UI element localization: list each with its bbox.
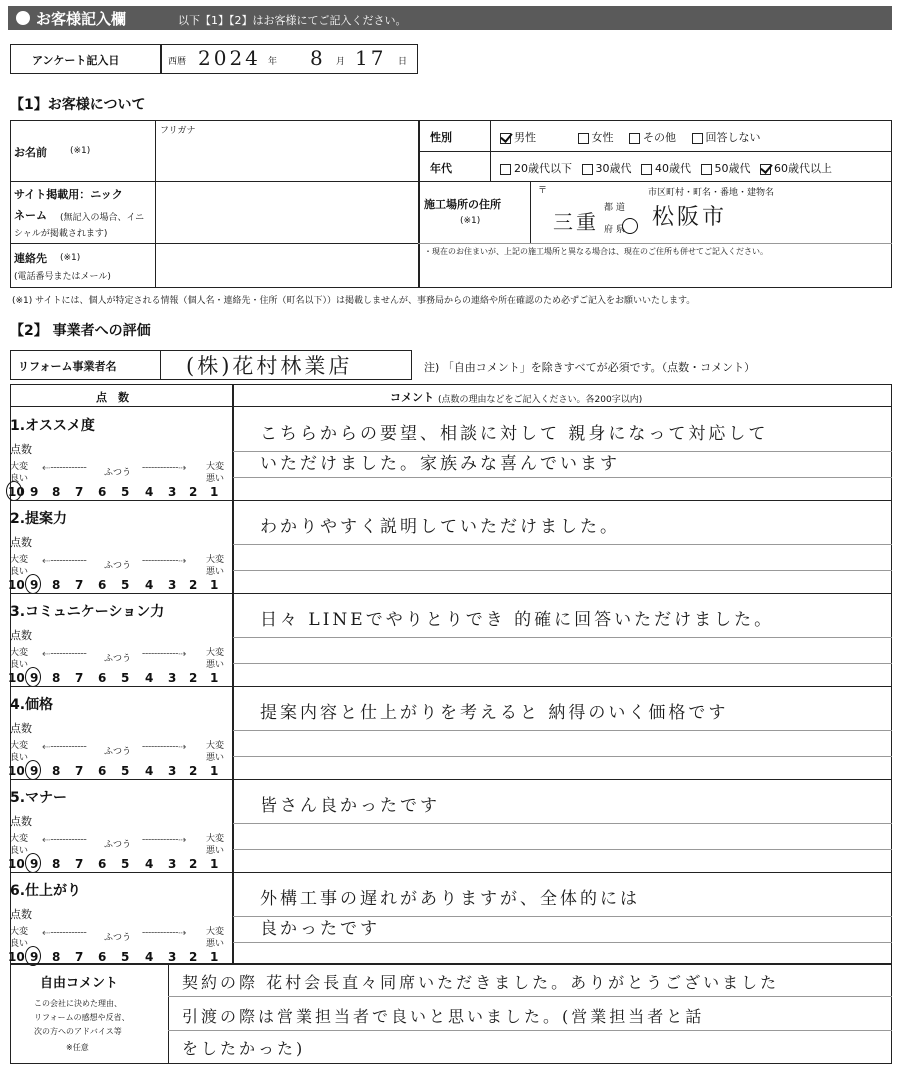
name-label: お名前 xyxy=(14,146,47,159)
comment-header: コメント xyxy=(390,391,434,404)
gender-label: 性別 xyxy=(430,131,452,144)
free-comment-optional: ※任意 xyxy=(66,1043,89,1052)
scale-bad-label: 悪い xyxy=(206,567,225,577)
address-label: 施工場所の住所 xyxy=(424,198,501,211)
scale-number[interactable]: 7 xyxy=(75,671,84,685)
scale-number[interactable]: 6 xyxy=(98,857,107,871)
scale-bad-top-label: 大変 xyxy=(206,834,225,844)
arrow-left-icon: ⇠╌╌╌╌╌╌ xyxy=(42,835,87,846)
scale-number[interactable]: 3 xyxy=(168,764,177,778)
scale-number[interactable]: 3 xyxy=(168,578,177,592)
comment-line-1: 日々 LINEでやりとりでき 的確に回答いただけました。 xyxy=(260,610,775,630)
scale-number[interactable]: 5 xyxy=(121,764,130,778)
company-label: リフォーム事業者名 xyxy=(18,360,117,373)
gender-other[interactable]: その他 xyxy=(629,131,676,144)
bullet-icon xyxy=(16,11,30,25)
age-label: 年代 xyxy=(430,162,452,175)
scale-fair-label: ふつう xyxy=(104,933,132,943)
comment-line-2: 良かったです xyxy=(260,919,380,939)
scale-number[interactable]: 1 xyxy=(210,671,219,685)
scale-bad-label: 悪い xyxy=(206,474,225,484)
era-label: 西暦 xyxy=(168,57,187,67)
scale-good-label: 良い xyxy=(10,939,29,949)
score-header: 点 数 xyxy=(96,391,129,404)
month-value: 8 xyxy=(310,46,326,70)
arrow-right-icon: ╌╌╌╌╌╌⇢ xyxy=(142,463,187,474)
scale-number[interactable]: 6 xyxy=(98,764,107,778)
pref-unit-top: 都 道 xyxy=(604,203,625,213)
scale-great-label: 大変 xyxy=(10,741,29,751)
scale-good-label: 良い xyxy=(10,846,29,856)
scale-number[interactable]: 10 xyxy=(8,671,25,685)
scale-number[interactable]: 4 xyxy=(145,671,154,685)
comment-line-1: こちらからの要望、相談に対して 親身になって対応して xyxy=(260,424,769,444)
scale-number[interactable]: 2 xyxy=(189,578,198,592)
checkbox-icon[interactable] xyxy=(582,164,593,175)
pref-unit-bottom: 府 県 xyxy=(604,225,625,235)
score-circle xyxy=(25,946,41,966)
comment-line-1: わかりやすく説明していただけました。 xyxy=(260,517,620,537)
scale-great-label: 大変 xyxy=(10,834,29,844)
free-comment-label: 自由コメント xyxy=(40,976,119,991)
scale-great-label: 大変 xyxy=(10,462,29,472)
comment-line-1: 提案内容と仕上がりを考えると 納得のいく価格です xyxy=(260,703,729,723)
gender-options xyxy=(500,129,761,145)
scale-number[interactable]: 3 xyxy=(168,950,177,964)
scale-bad-label: 悪い xyxy=(206,939,225,949)
header-note: 以下【1】【2】はお客様にてご記入ください。 xyxy=(178,14,407,27)
checkbox-checked-icon[interactable] xyxy=(500,133,511,144)
free-comment-line-2: 引渡の際は営業担当者で良いと思いました。(営業担当者と話 xyxy=(182,1007,705,1026)
scale-number[interactable]: 8 xyxy=(52,578,61,592)
survey-date-label: アンケート記入日 xyxy=(32,54,120,67)
scale-number[interactable]: 5 xyxy=(121,485,130,499)
arrow-right-icon: ╌╌╌╌╌╌⇢ xyxy=(142,835,187,846)
scale-number[interactable]: 1 xyxy=(210,578,219,592)
scale-number[interactable]: 6 xyxy=(98,485,107,499)
year-unit: 年 xyxy=(268,57,278,67)
scale-fair-label: ふつう xyxy=(104,747,132,757)
prefecture-value: 三重 xyxy=(553,210,599,234)
item-title: 4.価格 xyxy=(10,697,54,713)
postal-mark: 〒 xyxy=(538,186,548,196)
scale-bad-top-label: 大変 xyxy=(206,555,225,565)
age-60s[interactable]: 60歳代以上 xyxy=(760,162,832,175)
gender-female[interactable]: 女性 xyxy=(578,131,614,144)
scale-number[interactable]: 7 xyxy=(75,764,84,778)
nickname-note: (無記入の場合、イニ xyxy=(60,213,145,223)
scale-great-label: 大変 xyxy=(10,648,29,658)
month-unit: 月 xyxy=(336,57,346,67)
arrow-right-icon: ╌╌╌╌╌╌⇢ xyxy=(142,649,187,660)
comment-header-note: (点数の理由などをご記入ください。各200字以内) xyxy=(438,395,643,405)
required-note: 注) 「自由コメント」を除きすべてが必須です。（点数・コメント） xyxy=(424,361,756,374)
header-bar xyxy=(8,6,892,30)
age-40s[interactable]: 40歳代 xyxy=(641,162,691,175)
scale-good-label: 良い xyxy=(10,660,29,670)
item-title: 2.提案力 xyxy=(10,511,68,527)
scale-number[interactable]: 6 xyxy=(98,671,107,685)
scale-number[interactable]: 8 xyxy=(52,485,61,499)
scale-number[interactable]: 2 xyxy=(189,671,198,685)
scale-number[interactable]: 3 xyxy=(168,485,177,499)
name-note: (※1) xyxy=(70,146,91,156)
day-unit: 日 xyxy=(398,57,408,67)
score-circle xyxy=(6,481,22,501)
scale-number[interactable]: 6 xyxy=(98,950,107,964)
age-options xyxy=(500,160,832,176)
scale-number[interactable]: 5 xyxy=(121,950,130,964)
furigana-label: フリガナ xyxy=(160,126,196,136)
company-value: (株)花村林業店 xyxy=(186,354,353,378)
scale-number[interactable]: 9 xyxy=(30,578,39,592)
free-comment-desc-1: この会社に決めた理由、 xyxy=(34,999,122,1008)
scale-number[interactable]: 8 xyxy=(52,764,61,778)
ken-circle xyxy=(622,218,638,234)
address-note: (※1) xyxy=(460,216,481,226)
item-title: 6.仕上がり xyxy=(10,883,82,899)
scale-number[interactable]: 7 xyxy=(75,950,84,964)
arrow-left-icon: ⇠╌╌╌╌╌╌ xyxy=(42,556,87,567)
free-comment-line-1: 契約の際 花村会長直々同席いただきました。ありがとうございました xyxy=(182,973,780,992)
scale-number[interactable]: 9 xyxy=(30,950,39,964)
checkbox-checked-icon[interactable] xyxy=(760,164,771,175)
scale-great-label: 大変 xyxy=(10,927,29,937)
arrow-left-icon: ⇠╌╌╌╌╌╌ xyxy=(42,649,87,660)
scale-number[interactable]: 4 xyxy=(145,950,154,964)
score-circle xyxy=(25,574,41,594)
score-circle xyxy=(25,667,41,687)
scale-fair-label: ふつう xyxy=(104,654,132,664)
scale-bad-label: 悪い xyxy=(206,660,225,670)
scale-number[interactable]: 9 xyxy=(30,485,39,499)
scale-number[interactable]: 1 xyxy=(210,764,219,778)
scale-number[interactable]: 4 xyxy=(145,764,154,778)
free-comment-desc-2: リフォームの感想や反省、 xyxy=(34,1013,130,1022)
scale-number[interactable]: 1 xyxy=(210,950,219,964)
age-50s[interactable]: 50歳代 xyxy=(701,162,751,175)
scale-good-label: 良い xyxy=(10,753,29,763)
day-value: 17 xyxy=(355,46,387,70)
age-20s[interactable]: 20歳代以下 xyxy=(500,162,572,175)
city-header: 市区町村・町名・番地・建物名 xyxy=(648,188,775,198)
arrow-right-icon: ╌╌╌╌╌╌⇢ xyxy=(142,556,187,567)
scale-number[interactable]: 5 xyxy=(121,671,130,685)
scale-bad-top-label: 大変 xyxy=(206,648,225,658)
scale-bad-label: 悪い xyxy=(206,846,225,856)
age-30s[interactable]: 30歳代 xyxy=(582,162,632,175)
section1-title: 【1】お客様について xyxy=(10,97,146,113)
scale-number[interactable]: 4 xyxy=(145,485,154,499)
header-title: お客様記入欄 xyxy=(36,10,127,28)
footnote: (※1) サイトには、個人が特定される情報（個人名・連絡先・住所（町名以下））は掲載しませんが、事務局からの連絡や所在確認のため必ずご記入をお願いいたします。 xyxy=(12,296,696,306)
item-title: 1.オススメ度 xyxy=(10,418,95,434)
arrow-right-icon: ╌╌╌╌╌╌⇢ xyxy=(142,742,187,753)
score-circle xyxy=(25,760,41,780)
scale-number[interactable]: 6 xyxy=(98,578,107,592)
scale-number[interactable]: 9 xyxy=(30,671,39,685)
scale-number[interactable]: 7 xyxy=(75,857,84,871)
scale-number[interactable]: 5 xyxy=(121,857,130,871)
scale-bad-top-label: 大変 xyxy=(206,462,225,472)
arrow-right-icon: ╌╌╌╌╌╌⇢ xyxy=(142,928,187,939)
scale-number[interactable]: 10 xyxy=(8,578,25,592)
comment-line-1: 外構工事の遅れがありますが、全体的には xyxy=(260,889,640,909)
checkbox-icon[interactable] xyxy=(692,133,703,144)
scale-number[interactable]: 2 xyxy=(189,764,198,778)
scale-fair-label: ふつう xyxy=(104,468,132,478)
scale-score-label: 点数 xyxy=(10,908,32,921)
scale-score-label: 点数 xyxy=(10,629,32,642)
scale-number[interactable]: 9 xyxy=(30,764,39,778)
arrow-left-icon: ⇠╌╌╌╌╌╌ xyxy=(42,463,87,474)
contact-label: 連絡先 xyxy=(14,252,47,265)
scale-number[interactable]: 4 xyxy=(145,578,154,592)
scale-number[interactable]: 5 xyxy=(121,578,130,592)
scale-number[interactable]: 10 xyxy=(8,857,25,871)
free-comment-desc-3: 次の方へのアドバイス等 xyxy=(34,1027,122,1036)
item-title: 5.マナー xyxy=(10,790,68,806)
comment-line-1: 皆さん良かったです xyxy=(260,796,440,816)
scale-score-label: 点数 xyxy=(10,722,32,735)
year-value: 2024 xyxy=(198,46,261,70)
scale-number[interactable]: 8 xyxy=(52,671,61,685)
item-title: 3.コミュニケーション力 xyxy=(10,604,165,620)
scale-number[interactable]: 8 xyxy=(52,950,61,964)
scale-number[interactable]: 1 xyxy=(210,857,219,871)
scale-score-label: 点数 xyxy=(10,536,32,549)
scale-number[interactable]: 3 xyxy=(168,857,177,871)
gender-male[interactable]: 男性 xyxy=(500,131,536,144)
scale-good-label: 良い xyxy=(10,474,29,484)
arrow-left-icon: ⇠╌╌╌╌╌╌ xyxy=(42,928,87,939)
nickname-label: サイト掲載用：ニック xyxy=(14,188,123,201)
checkbox-icon[interactable] xyxy=(578,133,589,144)
scale-number[interactable]: 1 xyxy=(210,485,219,499)
score-circle xyxy=(25,853,41,873)
scale-great-label: 大変 xyxy=(10,555,29,565)
scale-bad-top-label: 大変 xyxy=(206,741,225,751)
comment-line-2: いただけました。家族みな喜んでいます xyxy=(260,454,620,474)
scale-good-label: 良い xyxy=(10,567,29,577)
free-comment-line-3: をしたかった) xyxy=(182,1039,306,1058)
contact-note: (※1) xyxy=(60,253,81,263)
address-footnote: ・現在のお住まいが、上記の施工場所と異なる場合は、現在のご住所も併せてご記入ください。 xyxy=(424,247,768,256)
scale-number[interactable]: 4 xyxy=(145,857,154,871)
scale-number[interactable]: 7 xyxy=(75,578,84,592)
scale-number[interactable]: 10 xyxy=(8,764,25,778)
scale-number[interactable]: 2 xyxy=(189,950,198,964)
scale-number[interactable]: 2 xyxy=(189,857,198,871)
scale-number[interactable]: 10 xyxy=(8,950,25,964)
scale-number[interactable]: 7 xyxy=(75,485,84,499)
scale-number[interactable]: 3 xyxy=(168,671,177,685)
scale-bad-label: 悪い xyxy=(206,753,225,763)
scale-fair-label: ふつう xyxy=(104,840,132,850)
scale-fair-label: ふつう xyxy=(104,561,132,571)
scale-score-label: 点数 xyxy=(10,443,32,456)
arrow-left-icon: ⇠╌╌╌╌╌╌ xyxy=(42,742,87,753)
scale-number[interactable]: 10 xyxy=(8,485,25,499)
section2-title: 【2】 事業者への評価 xyxy=(10,323,151,339)
nickname-note-2: シャルが掲載されます) xyxy=(14,229,108,239)
scale-number[interactable]: 9 xyxy=(30,857,39,871)
checkbox-icon[interactable] xyxy=(701,164,712,175)
scale-number[interactable]: 8 xyxy=(52,857,61,871)
city-value: 松阪市 xyxy=(652,205,728,230)
gender-no-answer[interactable]: 回答しない xyxy=(692,131,761,144)
scale-bad-top-label: 大変 xyxy=(206,927,225,937)
checkbox-icon[interactable] xyxy=(629,133,640,144)
scale-number[interactable]: 2 xyxy=(189,485,198,499)
checkbox-icon[interactable] xyxy=(500,164,511,175)
scale-score-label: 点数 xyxy=(10,815,32,828)
checkbox-icon[interactable] xyxy=(641,164,652,175)
nickname-label-2: ネーム xyxy=(14,209,47,222)
contact-note-2: (電話番号またはメール) xyxy=(14,272,111,282)
